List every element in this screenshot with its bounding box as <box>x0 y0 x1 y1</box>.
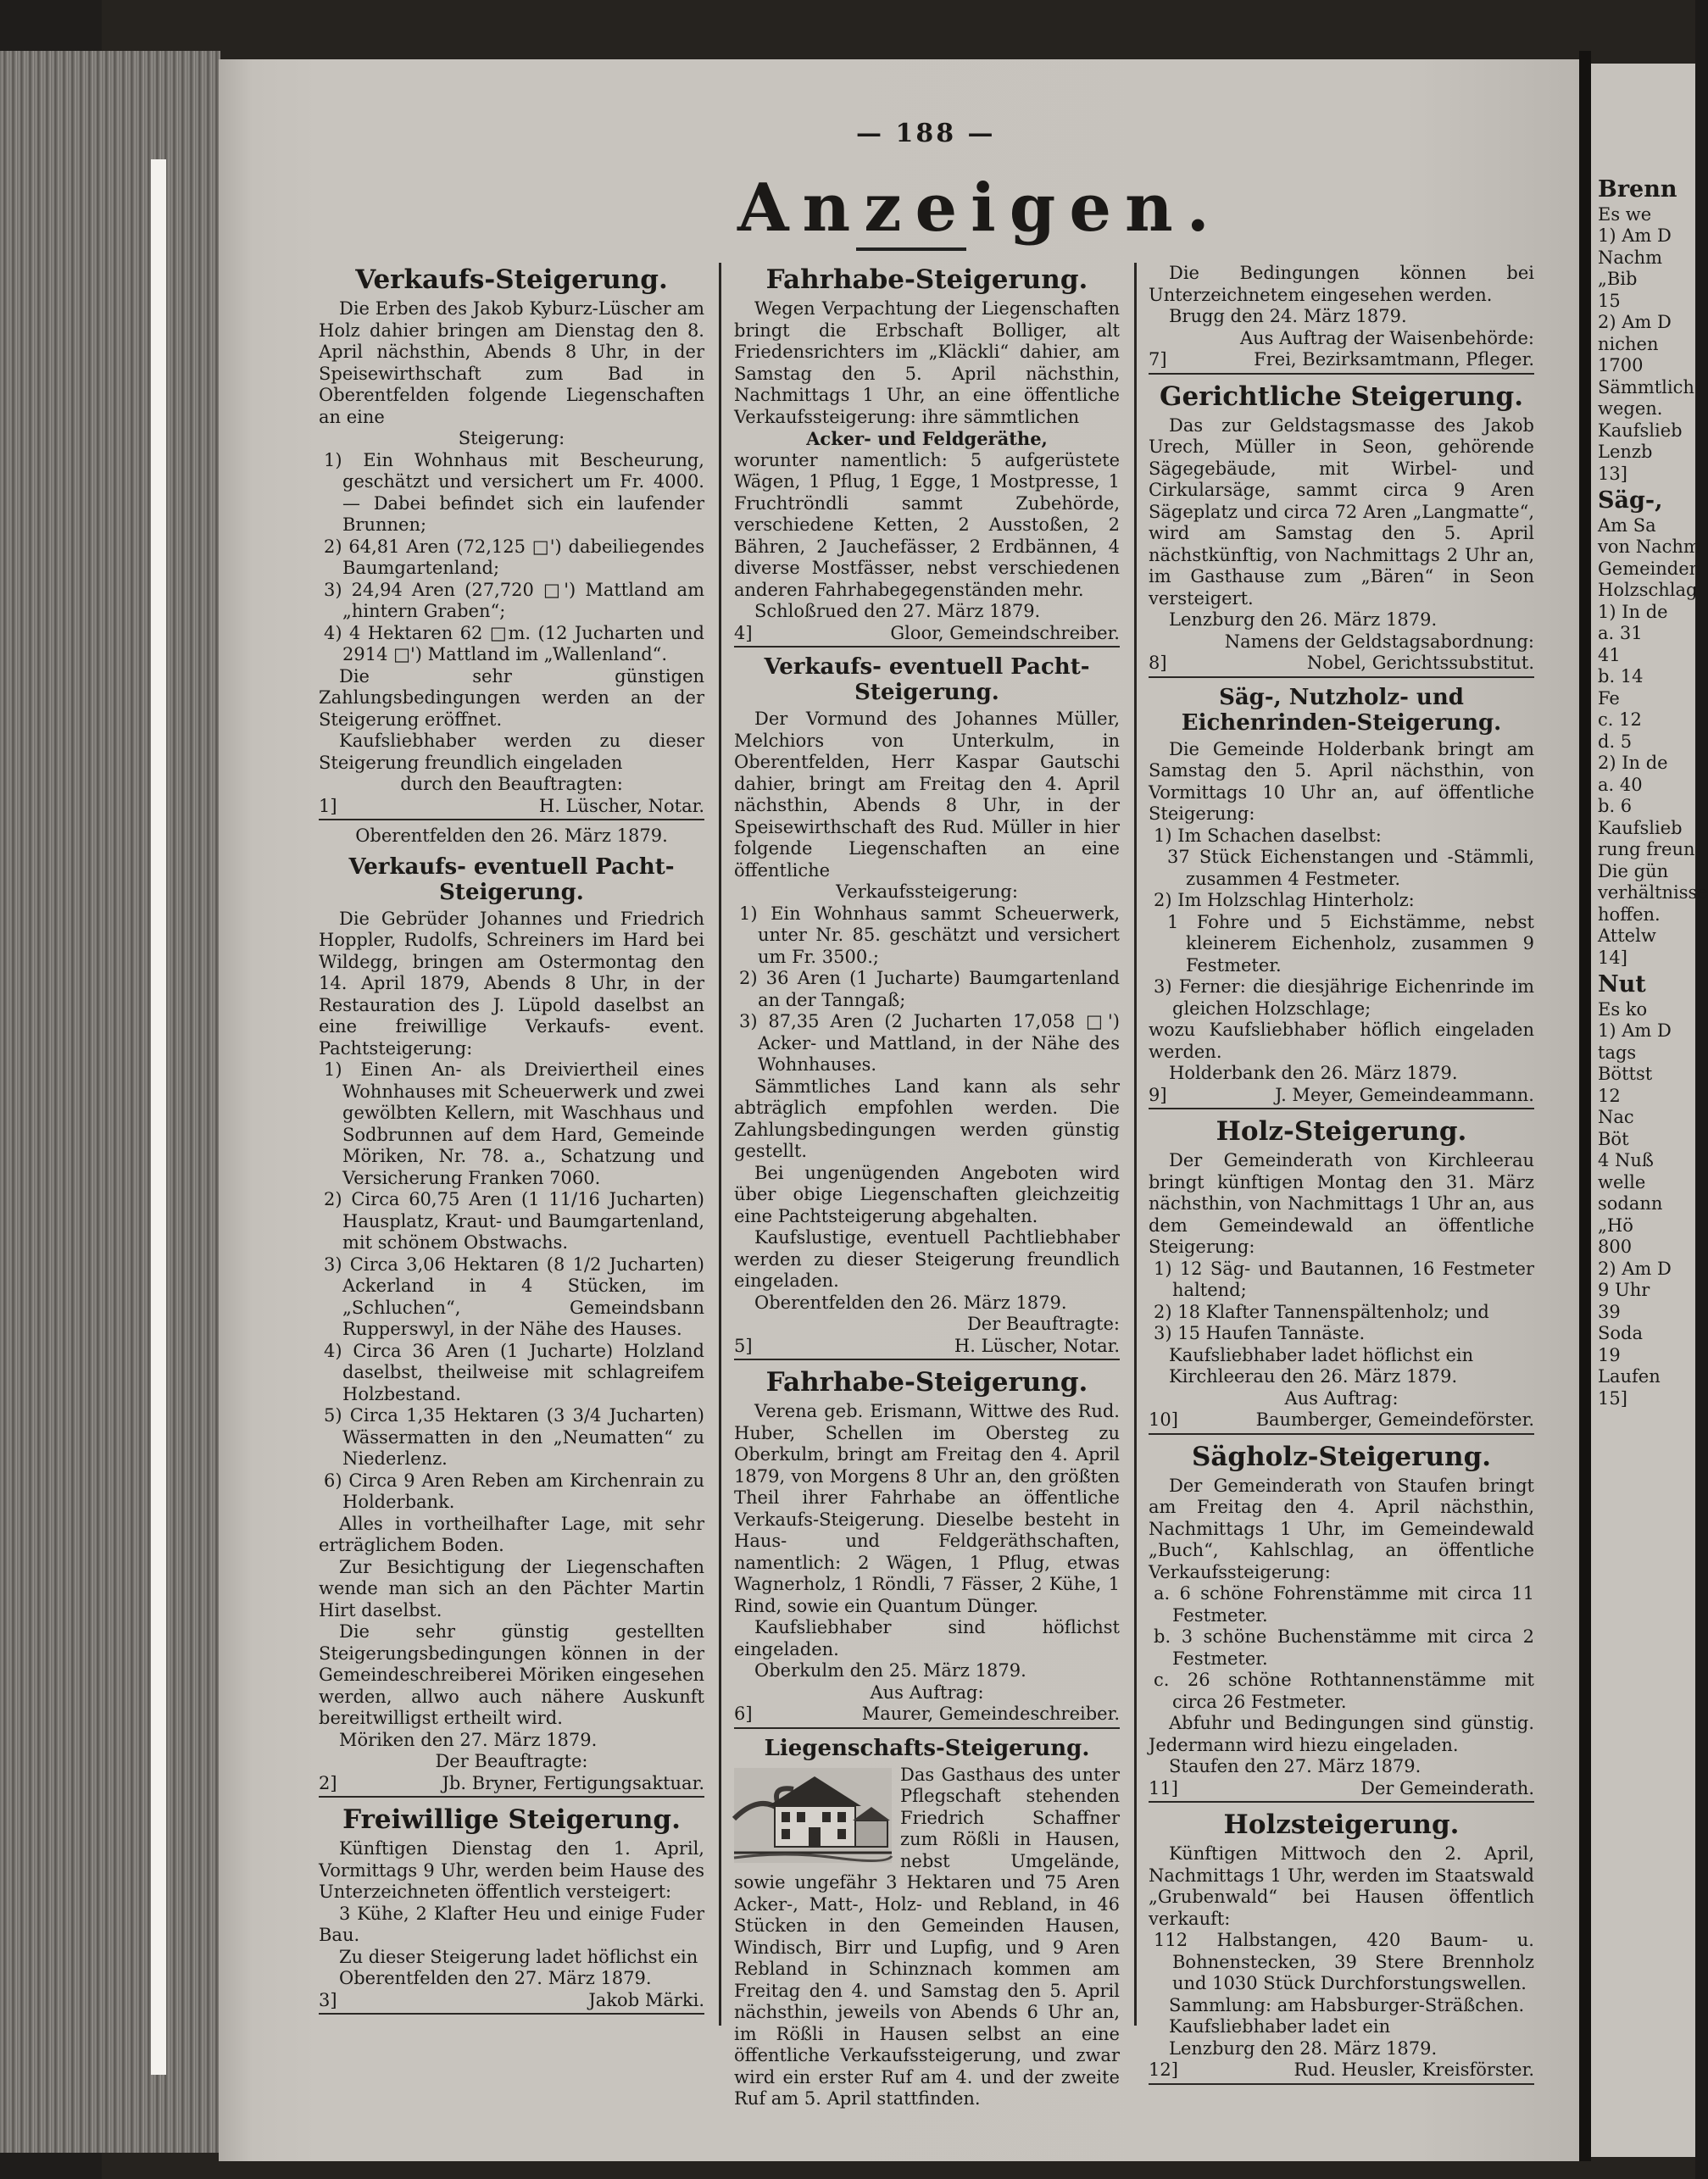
fragment-line: d. 5 <box>1598 731 1633 752</box>
ad-signature <box>734 1704 1120 1729</box>
advertisement <box>734 1367 1120 1729</box>
advertisement <box>734 264 1120 648</box>
fragment-line: 800 <box>1598 1237 1633 1257</box>
ad-signature <box>1149 653 1534 678</box>
ad-text: worunter namentlich: 5 aufgerüstete Wägen, 1 Pflug, 1 Egge, 1 Mostpresse, 1 Fruchtröndli sammt Zubehörde, verschiedene Ketten, 2 Ausstoßen, 2 Bähren, 2 Jauchefässer, 2 Erdbännen, 4 diverse Mostfässer, nebst verschiedenen anderen Fahrhabegegenständen mehr. <box>734 449 1120 600</box>
ad-text: Künftigen Dienstag den 1. April, Vormittags 9 Uhr, werden beim Hause des Unterzeichneten öffentlich versteigert: <box>319 1838 704 1902</box>
ad-number: 7] <box>1149 349 1167 370</box>
ad-heading: Fahrhabe-Steigerung. <box>765 264 1088 295</box>
fragment-line: Laufen <box>1598 1366 1661 1387</box>
ad-signatory: Baumberger, Gemeindeförster. <box>1255 1409 1534 1430</box>
ad-text: 4) 4 Hektaren 62 □m. (12 Jucharten und 2914 □') Mattland im „Wallenland“. <box>324 622 704 664</box>
fragment-line: 14] <box>1598 947 1627 968</box>
fragment-heading: Nut <box>1598 971 1646 998</box>
ad-text: 4) Circa 36 Aren (1 Jucharte) Holzland daselbst, theilweise mit schlagreifem Holzbestand. <box>324 1340 704 1404</box>
fragment-line: „Bib <box>1598 269 1638 289</box>
fragment-line: sodann <box>1598 1193 1663 1214</box>
ad-signatory: H. Lüscher, Notar. <box>538 795 704 816</box>
ad-number: 12] <box>1149 2059 1178 2080</box>
ad-text: Abfuhr und Bedingungen sind günstig. Jedermann wird hiezu eingeladen. <box>1149 1713 1534 1755</box>
fragment-line: Soda <box>1598 1323 1643 1343</box>
ad-heading: Gerichtliche Steigerung. <box>1159 381 1523 412</box>
ad-signature <box>734 1336 1120 1361</box>
ad-text: 3) 24,94 Aren (27,720 □') Mattland am „hintern Graben“; <box>324 579 704 621</box>
ad-text: 3) Ferner: die diesjährige Eichenrinde im gleichen Holzschlage; <box>1154 976 1534 1019</box>
ad-text: Der Beauftragte: <box>435 1751 588 1771</box>
fragment-line: Die gün <box>1598 860 1669 881</box>
fragment-line: 1) Am D <box>1598 1020 1672 1041</box>
fragment-line: rung freun <box>1598 839 1695 859</box>
ad-signature <box>1149 349 1534 375</box>
ad-text: 3) Circa 3,06 Hektaren (8 1/2 Jucharten) Ackerland in 4 Stücken, im „Schluchen“, Gemeindsbann Rupperswyl, in der Nähe des Hauses. <box>324 1253 704 1339</box>
fragment-line: Am Sa <box>1598 514 1656 536</box>
ad-text: 37 Stück Eichenstangen und -Stämmli, zusammen 4 Festmeter. <box>1167 847 1534 889</box>
fragment-line: Kaufslieb <box>1598 420 1683 441</box>
fragment-line: b. 6 <box>1598 796 1633 816</box>
ad-text: Aus Auftrag der Waisenbehörde: <box>1239 327 1534 348</box>
ad-text: 2) 18 Klafter Tannenspältenholz; und <box>1154 1301 1489 1322</box>
ad-text: Kaufslustige, eventuell Pachtliebhaber werden zu dieser Steigerung freundlich eingeladen. <box>734 1227 1120 1291</box>
column-1 <box>319 263 704 2021</box>
ad-signatory: Gloor, Gemeindschreiber. <box>890 622 1120 643</box>
ad-signatory: Maurer, Gemeindeschreiber. <box>861 1704 1120 1724</box>
ad-text: 2) 36 Aren (1 Jucharte) Baumgartenland an der Tanngaß; <box>739 968 1120 1010</box>
ad-signatory: Der Gemeinderath. <box>1360 1777 1534 1798</box>
fragment-line: 15] <box>1598 1387 1627 1409</box>
ad-place-date: Oberentfelden den 26. März 1879. <box>355 825 668 846</box>
page-title: Anzeigen. <box>737 170 1223 247</box>
page-gutter <box>1579 51 1591 2161</box>
ad-text: Holderbank den 26. März 1879. <box>1169 1063 1458 1083</box>
ad-text: c. 26 schöne Rothtannenstämme mit circa 26 Festmeter. <box>1154 1670 1534 1712</box>
ad-signature <box>1149 1409 1534 1435</box>
fragment-heading: Brenn <box>1598 176 1677 203</box>
fragment-line: c. 12 <box>1598 709 1642 730</box>
ad-text: Kaufsliebhaber sind höflichst eingeladen. <box>734 1617 1120 1659</box>
ad-heading: Verkaufs-Steigerung. <box>355 264 668 295</box>
ad-text: 2) Im Holzschlag Hinterholz: <box>1154 890 1415 910</box>
ad-text: 3) 87,35 Aren (2 Jucharten 17,058 □') Acker- und Mattland, in der Nähe des Wohnhauses. <box>739 1011 1120 1075</box>
ad-heading: Fahrhabe-Steigerung. <box>765 1367 1088 1398</box>
fragment-line: von Nachm <box>1598 536 1700 557</box>
fragment-line: a. 31 <box>1598 623 1643 643</box>
advertisement <box>319 854 704 1798</box>
ad-text: Der Vormund des Johannes Müller, Melchiors von Unterkulm, in Oberentfelden, Herr Kaspar Gautschi dahier, bringt am Freitag den 4. April nächsthin, Abends 8 Uhr, in der Speisewirthschaft des Rud. Müller in hier folgende Liegenschaften an eine öffentliche <box>734 709 1120 881</box>
ad-text: Staufen den 27. März 1879. <box>1169 1756 1421 1776</box>
ad-text: Brugg den 24. März 1879. <box>1169 306 1407 326</box>
ad-number: 2] <box>319 1772 337 1793</box>
fragment-lines-1 <box>1598 204 1695 486</box>
fragment-line: 1) In de <box>1598 601 1668 622</box>
ad-text: Sammlung: am Habsburger-Sträßchen. <box>1169 1994 1525 2015</box>
fragment-line: „Hö <box>1598 1215 1633 1236</box>
ad-heading: Holzsteigerung. <box>1223 1809 1460 1840</box>
fragment-line: 12 <box>1598 1085 1621 1106</box>
ad-text: Aus Auftrag: <box>1284 1387 1399 1409</box>
fragment-line: welle <box>1598 1171 1646 1192</box>
fragment-line: verhältnisse <box>1598 882 1708 903</box>
fragment-line: Es we <box>1598 203 1652 225</box>
right-page-fragment <box>1598 174 1708 1409</box>
advertisement <box>1149 381 1534 678</box>
ad-text: Lenzburg den 28. März 1879. <box>1169 2037 1438 2059</box>
fragment-line: 2) Am D <box>1598 312 1672 332</box>
fragment-line: 19 <box>1598 1344 1621 1365</box>
ad-text: Verkaufssteigerung: <box>836 881 1018 902</box>
fragment-line: 1700 <box>1598 355 1644 375</box>
ad-signatory: Nobel, Gerichtssubstitut. <box>1306 653 1534 673</box>
ad-heading: Sägholz-Steigerung. <box>1191 1441 1492 1472</box>
ad-text: Der Gemeinderath von Staufen bringt am Freitag den 4. April nächsthin, Nachmittags 1 Uhr, im Gemeindewald „Buch“, Kahlschlag, an öffentliche Verkaufssteigerung: <box>1149 1475 1534 1582</box>
fragment-line: a. 40 <box>1598 774 1643 795</box>
fragment-line: nichen <box>1598 333 1659 354</box>
fragment-line: Böt <box>1598 1128 1629 1149</box>
ad-signatory: Jakob Märki. <box>588 1989 704 2010</box>
fragment-line: Gemeinden <box>1598 558 1701 579</box>
fragment-line: 13] <box>1598 463 1627 484</box>
ad-text: Oberentfelden den 27. März 1879. <box>339 1968 652 1988</box>
ad-text: Zur Besichtigung der Liegenschaften wende man sich an den Pächter Martin Hirt daselbst. <box>319 1556 704 1620</box>
fragment-line: Nachm <box>1598 247 1663 268</box>
ad-text: Schloßrued den 27. März 1879. <box>754 601 1041 621</box>
fragment-line: 15 <box>1598 290 1621 311</box>
fragment-lines-2 <box>1598 514 1708 970</box>
advertisement <box>1149 263 1534 375</box>
advertisement <box>319 264 704 848</box>
ad-text: Acker- und Feldgeräthe, <box>806 428 1048 449</box>
ad-signature <box>1149 1085 1534 1110</box>
ad-text: Das Gasthaus des unter Pflegschaft stehenden Friedrich Schaffner zum Rößli in Hausen, nebst Umgelände, sowie ungefähr 3 Hektaren und 75 Aren Acker-, Matt-, Holz- und Rebland, in 46 Stücken in den Gemeinden Hausen, Windisch, Birr und Lupfig, und 9 Aren Rebland in Schinznach kommen am Freitag den 4. und Samstag den 5. April nächsthin, jeweils von Abends 6 Uhr an, im Rößli in Hausen selbst an eine öffentliche Verkaufssteigerung, und zwar wird ein erster Ruf am 4. und der zweite Ruf am 5. April stattfinden. <box>734 1764 1120 2109</box>
column-divider <box>719 263 721 2026</box>
ad-text: Aus Auftrag: <box>870 1681 984 1703</box>
ad-text: Kirchleerau den 26. März 1879. <box>1169 1366 1458 1387</box>
ad-text: 1) Im Schachen daselbst: <box>1154 825 1382 846</box>
ad-text: 6) Circa 9 Aren Reben am Kirchenrain zu Holderbank. <box>324 1470 704 1512</box>
ad-text: Namens der Geldstagsabordnung: <box>1224 631 1534 652</box>
fragment-line: Nac <box>1598 1107 1634 1127</box>
advertisement <box>1149 1809 1534 2085</box>
advertisement <box>1149 1116 1534 1435</box>
ad-number: 10] <box>1149 1409 1178 1430</box>
ad-signatory: Frei, Bezirksamtmann, Pfleger. <box>1254 349 1534 370</box>
ad-text: Kaufsliebhaber ladet höflichst ein <box>1169 1344 1474 1365</box>
fragment-line: Holzschlag <box>1598 580 1698 600</box>
ad-signature <box>1149 1778 1534 1804</box>
ad-text: Oberkulm den 25. März 1879. <box>754 1660 1026 1681</box>
fragment-line: 2) Am D <box>1598 1258 1672 1279</box>
ad-text: Das zur Geldstagsmasse des Jakob Urech, Müller in Seon, gehörende Sägegebäude, mit Wirbel- und Cirkularsäge, sammt circa 9 Aren Sägeplatz und circa 72 Aren „Langmatte“, wird am Samstag den 5. April nächstkünftig, von Nachmittags 2 Uhr an, im Gasthause zum „Bären“ in Seon versteigert. <box>1149 414 1534 609</box>
advertisement <box>1149 1442 1534 1804</box>
ad-text: Verena geb. Erismann, Wittwe des Rud. Huber, Schellen im Obersteg zu Oberkulm, bringt am Freitag den 4. April 1879, von Morgens 8 Uhr an, den größten Theil ihrer Fahrhabe an öffentliche Verkaufs-Steigerung. Dieselbe besteht in Haus- und Feldgeräthschaften, namentlich: 2 Wägen, 1 Pflug, etwas Wagnerholz, 1 Röndli, 7 Fässer, 2 Kühe, 1 Rind, sowie ein Quantum Dünger. <box>734 1401 1120 1616</box>
ad-text: 5) Circa 1,35 Hektaren (3 3/4 Jucharten) Wässermatten in den „Neumatten“ zu Niederlenz. <box>324 1405 704 1469</box>
title-rule <box>856 247 966 251</box>
ad-signature <box>319 1990 704 2015</box>
ad-text: Lenzburg den 26. März 1879. <box>1169 609 1438 630</box>
advertisement <box>734 654 1120 1360</box>
book-page-edges <box>0 51 220 2153</box>
ad-text: Sämmtliches Land kann als sehr abträglich empfohlen werden. Die Zahlungsbedingungen werden günstig gestellt. <box>734 1076 1120 1161</box>
ad-text: 1) Ein Wohnhaus sammt Scheuerwerk, unter Nr. 85. geschätzt und versichert um Fr. 3500.; <box>739 903 1120 967</box>
fragment-line: Lenzb <box>1598 442 1653 462</box>
ad-text: Möriken den 27. März 1879. <box>339 1729 598 1750</box>
ad-text: Kaufsliebhaber ladet ein <box>1169 2016 1391 2037</box>
fragment-heading: Säg-, <box>1598 487 1663 514</box>
fragment-line: wegen. <box>1598 398 1663 419</box>
ad-signatory: Jb. Bryner, Fertigungsaktuar. <box>442 1772 704 1793</box>
ad-text: Der Gemeinderath von Kirchleerau bringt künftigen Montag den 31. März nächsthin, von Nachmittags 1 Uhr an, aus dem Gemeindewald an öffentliche Steigerung: <box>1149 1150 1534 1257</box>
fragment-line: 4 Nuß <box>1598 1150 1654 1170</box>
ad-number: 4] <box>734 622 753 643</box>
ad-text: Wegen Verpachtung der Liegenschaften bringt die Erbschaft Bolliger, alt Friedensrichters im „Kläckli“ dahier, am Samstag den 5. April nächsthin, Nachmittags 1 Uhr, an eine öffentliche Verkaufssteigerung: ihre sämmtlichen <box>734 298 1120 427</box>
ad-text: Die Gemeinde Holderbank bringt am Samstag den 5. April nächsthin, von Vormittags 10 Uhr an, auf öffentliche Steigerung: <box>1149 738 1534 824</box>
ad-number: 3] <box>319 1989 337 2010</box>
ad-text: 1) 12 Säg- und Bautannen, 16 Festmeter haltend; <box>1154 1258 1534 1300</box>
ad-number: 8] <box>1149 653 1167 673</box>
fragment-line: b. 14 <box>1598 666 1644 686</box>
ad-text: Bei ungenügenden Angeboten wird über obige Liegenschaften gleichzeitig eine Pachtsteigerung abgehalten. <box>734 1162 1120 1226</box>
fragment-line: Attelw <box>1598 926 1656 946</box>
ad-signature <box>1149 2059 1534 2085</box>
ad-text: a. 6 schöne Fohrenstämme mit circa 11 Festmeter. <box>1154 1583 1534 1626</box>
ad-text: Der Beauftragte: <box>966 1314 1120 1334</box>
ad-heading: Liegenschafts-Steigerung. <box>764 1735 1090 1761</box>
fragment-line: tags <box>1598 1042 1637 1063</box>
ad-text: Steigerung: <box>458 428 565 448</box>
ad-number: 6] <box>734 1704 753 1724</box>
ad-number: 11] <box>1149 1777 1178 1798</box>
ad-text: b. 3 schöne Buchenstämme mit circa 2 Festmeter. <box>1154 1626 1534 1669</box>
fragment-line: 39 <box>1598 1301 1621 1322</box>
ad-number: 5] <box>734 1335 753 1356</box>
ad-signatory: H. Lüscher, Notar. <box>954 1335 1120 1356</box>
ad-text: 2) 64,81 Aren (72,125 □') dabeiliegendes Baumgartenland; <box>324 536 704 578</box>
ad-text: 1) Einen An- als Dreiviertheil eines Wohnhauses mit Scheuerwerk und zwei gewölbten Kellern, mit Waschhaus und Sodbrunnen auf dem Hard, Gemeinde Möriken, Nr. 78. a., Schatzung und Versicherung Franken 7060. <box>324 1059 704 1188</box>
fragment-line: 2) In de <box>1598 753 1668 773</box>
inn-illustration <box>734 1768 892 1863</box>
ad-text: 3 Kühe, 2 Klafter Heu und einige Fuder Bau. <box>319 1903 704 1945</box>
ad-number: 9] <box>1149 1084 1167 1105</box>
fragment-lines-3 <box>1598 999 1695 1410</box>
ad-text: 3) 15 Haufen Tannäste. <box>1154 1323 1366 1343</box>
ad-text: Die sehr günstigen Zahlungsbedingungen werden an der Steigerung eröffnet. <box>319 665 704 730</box>
advertisement <box>1149 685 1534 1110</box>
ad-heading: Verkaufs- eventuell Pacht-Steigerung. <box>764 654 1090 705</box>
ad-text: Oberentfelden den 26. März 1879. <box>754 1292 1067 1313</box>
ad-text: Die Bedingungen können bei Unterzeichnetem eingesehen werden. <box>1149 263 1534 305</box>
column-2 <box>734 263 1120 2117</box>
ad-text: Zu dieser Steigerung ladet höflichst ein <box>339 1946 698 1967</box>
fragment-line: 41 <box>1598 644 1621 665</box>
ad-number: 1] <box>319 795 337 816</box>
ad-text: Die Gebrüder Johannes und Friedrich Hoppler, Rudolfs, Schreiners im Hard bei Wildegg, bringen am Ostermontag den 14. April 1879, Abends 8 Uhr, in der Restauration des J. Lüpold daselbst an eine freiwillige Verkaufs- event. Pachtsteigerung: <box>319 908 704 1059</box>
column-3 <box>1149 263 1534 2092</box>
ad-text: Die sehr günstig gestellten Steigerungsbedingungen können in der Gemeindeschreiberei Möriken eingesehen werden, allwo auch nähere Auskunft bereitwilligst ertheilt wird. <box>319 1621 704 1728</box>
ad-signature <box>319 1773 704 1798</box>
fragment-line: hoffen. <box>1598 903 1661 925</box>
ad-signature <box>734 623 1120 648</box>
fragment-line: Böttst <box>1598 1064 1653 1084</box>
ad-heading: Verkaufs- eventuell Pacht-Steigerung. <box>348 853 675 905</box>
ad-heading: Holz-Steigerung. <box>1216 1116 1467 1147</box>
ad-signatory: J. Meyer, Gemeindeammann. <box>1275 1084 1534 1105</box>
fragment-line: Kaufslieb <box>1598 817 1683 838</box>
page-marker-strip <box>151 159 166 2075</box>
ad-signatory: Rud. Heusler, Kreisförster. <box>1294 2059 1534 2080</box>
ad-text: 2) Circa 60,75 Aren (1 11/16 Jucharten) Hausplatz, Kraut- und Baumgartenland, mit schönem Obstwachs. <box>324 1189 704 1253</box>
ad-text: Kaufsliebhaber werden zu dieser Steigerung freundlich eingeladen <box>319 731 704 773</box>
fragment-line: Sämmtlich <box>1598 376 1694 397</box>
fragment-line: Fe <box>1598 687 1620 709</box>
fragment-line: 1) Am D <box>1598 225 1672 246</box>
ad-text: 1) Ein Wohnhaus mit Bescheurung, geschätzt und versichert um Fr. 4000. — Dabei befindet sich ein laufender Brunnen; <box>324 449 704 535</box>
fragment-line: Es ko <box>1598 998 1648 1020</box>
advertisement <box>319 1804 704 2015</box>
ad-text: 112 Halbstangen, 420 Baum- u. Bohnenstecken, 39 Stere Brennholz und 1030 Stück Durchforstungswellen. <box>1154 1930 1534 1993</box>
fragment-line: 9 Uhr <box>1598 1280 1650 1300</box>
ad-text: 1 Fohre und 5 Eichstämme, nebst kleinerem Eichenholz, zusammen 9 Festmeter. <box>1167 911 1534 976</box>
ad-text: wozu Kaufsliebhaber höflich eingeladen werden. <box>1149 1020 1534 1062</box>
ad-text: durch den Beauftragten: <box>400 774 623 794</box>
ad-heading: Säg-, Nutzholz- und Eichenrinden-Steigerung. <box>1181 684 1502 736</box>
advertisement <box>734 1736 1120 2110</box>
column-divider <box>1134 263 1137 2026</box>
ad-signature <box>319 796 704 821</box>
ad-text: Die Erben des Jakob Kyburz-Lüscher am Holz dahier bringen am Dienstag den 8. April nächsthin, Abends 8 Uhr, in der Speisewirthschaft zum Bad in Oberentfelden folgende Liegenschaften an eine <box>319 298 704 427</box>
ad-text: Künftigen Mittwoch den 2. April, Nachmittags 1 Uhr, werden im Staatswald „Grubenwald“ bei Hausen öffentlich verkauft: <box>1149 1843 1534 1929</box>
ad-heading: Freiwillige Steigerung. <box>342 1804 681 1835</box>
ad-text: Alles in vortheilhafter Lage, mit sehr erträglichem Boden. <box>319 1513 704 1555</box>
page-number: — 188 — <box>856 119 996 148</box>
